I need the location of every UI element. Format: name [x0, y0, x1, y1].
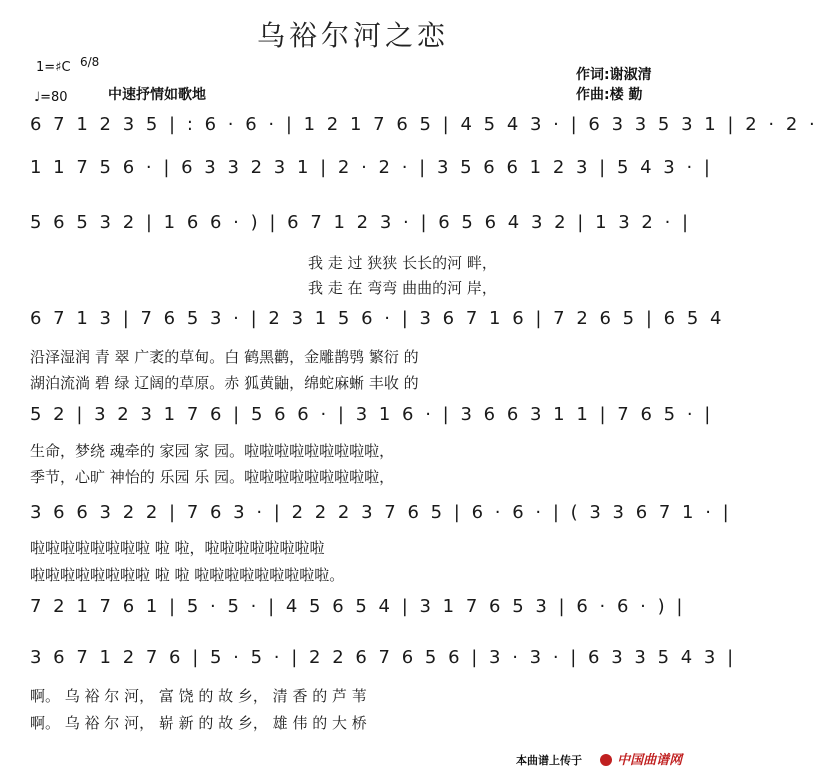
- logo-icon: [600, 754, 612, 766]
- lyric-line: 啊。 乌 裕 尔 河， 崭 新 的 故 乡， 雄 伟 的 大 桥: [30, 714, 367, 732]
- time-signature: 6/8: [80, 55, 100, 69]
- lyric-line: 啦啦啦啦啦啦啦啦 啦 啦 啦啦啦啦啦啦啦啦啦。: [30, 566, 345, 584]
- lyric-line: 沿泽湿润 青 翠 广袤的草甸。白 鹤黑鹳，金雕鹊鸮 繁衍 的: [30, 348, 419, 366]
- notation-line: 1 1 7 5 6 · | 6 3 3 2 3 1 | 2 · 2 · | 3 5 6 6 1 2 3 | 5 4 3 · |: [30, 157, 710, 178]
- logo-text: 中国曲谱网: [617, 753, 683, 768]
- lyric-line: 生命，梦绕 魂牵的 家园 家 园。啦啦啦啦啦啦啦啦啦，: [30, 442, 395, 460]
- expression-marking: 中速抒情如歌地: [108, 87, 206, 103]
- lyricist-label: 作词:: [576, 67, 610, 83]
- lyric-line: 啊。 乌 裕 尔 河， 富 饶 的 故 乡， 清 香 的 芦 苇: [30, 687, 367, 705]
- lyric-line: 湖泊流淌 碧 绿 辽阔的草原。赤 狐黄鼬，绵蛇麻蜥 丰收 的: [30, 374, 419, 392]
- site-logo: [600, 749, 682, 768]
- tempo-marking: ♩=80: [34, 90, 68, 105]
- lyricist-name: 谢淑清: [609, 67, 652, 83]
- notation-line: 6 7 1 3 | 7 6 5 3 · | 2 3 1 5 6 · | 3 6 7 1 6 | 7 2 6 5 | 6 5 4: [30, 308, 722, 329]
- lyric-line: 啦啦啦啦啦啦啦啦 啦 啦，啦啦啦啦啦啦啦啦: [30, 539, 325, 557]
- notation-line: 5 6 5 3 2 | 1 6 6 · ) | 6 7 1 2 3 · | 6 5 6 4 3 2 | 1 3 2 · |: [30, 212, 689, 233]
- composer-name: 楼 勤: [609, 87, 643, 103]
- key-signature: 1=♯C: [36, 60, 71, 75]
- footer-text: 本曲谱上传于: [516, 754, 582, 767]
- lyric-line: 我 走 在 弯弯 曲曲的河 岸，: [308, 279, 497, 297]
- lyric-line: 我 走 过 狭狭 长长的河 畔，: [308, 254, 497, 272]
- notation-line: 3 6 7 1 2 7 6 | 5 · 5 · | 2 2 6 7 6 5 6 | 3 · 3 · | 6 3 3 5 4 3 |: [30, 647, 734, 668]
- score-title: 乌裕尔河之恋: [256, 19, 449, 52]
- lyric-line: 季节，心旷 神怡的 乐园 乐 园。啦啦啦啦啦啦啦啦啦，: [30, 468, 395, 486]
- notation-line: 7 2 1 7 6 1 | 5 · 5 · | 4 5 6 5 4 | 3 1 7 6 5 3 | 6 · 6 · ) |: [30, 596, 683, 617]
- notation-line: 5 2 | 3 2 3 1 7 6 | 5 6 6 · | 3 1 6 · | 3 6 6 3 1 1 | 7 6 5 · |: [30, 404, 711, 425]
- notation-line: 6 7 1 2 3 5 | : 6 · 6 · | 1 2 1 7 6 5 | 4 5 4 3 · | 6 3 3 5 3 1 | 2 · 2 ·: [30, 114, 815, 135]
- composer-label: 作曲:: [576, 87, 610, 103]
- notation-line: 3 6 6 3 2 2 | 7 6 3 · | 2 2 2 3 7 6 5 | 6 · 6 · | ( 3 3 6 7 1 · |: [30, 502, 729, 523]
